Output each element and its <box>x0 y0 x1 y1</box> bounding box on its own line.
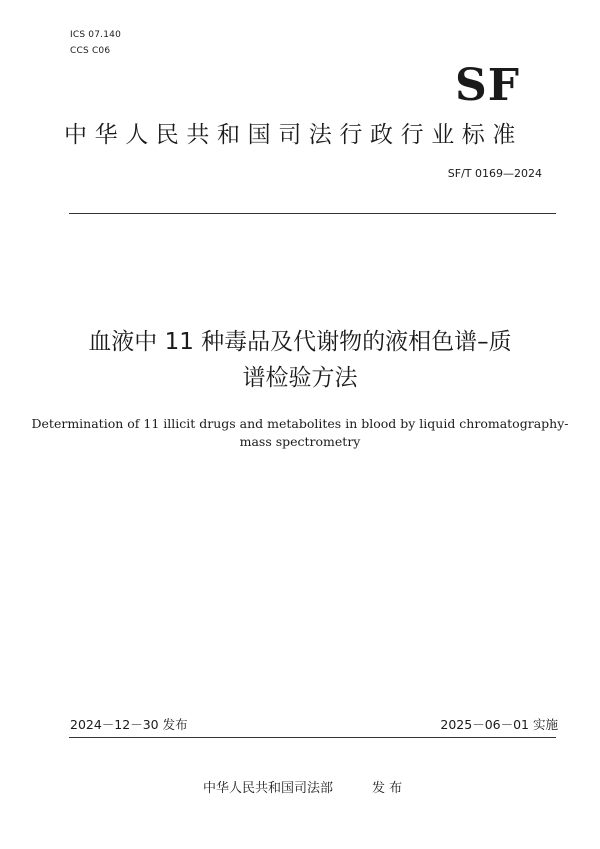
sf-logo: SF <box>454 60 520 111</box>
standard-number: SF/T 0169—2024 <box>447 167 542 180</box>
bottom-divider <box>69 737 556 738</box>
issue-label: 发 布 <box>372 781 403 796</box>
effective-date: 2025－06－01 实施 <box>440 717 558 732</box>
title-cn-line1: 血液中 11 种毒品及代谢物的液相色谱–质 <box>88 329 512 355</box>
issuing-authority: 中华人民共和国司法部 <box>203 781 334 796</box>
title-cn-line2: 谱检验方法 <box>242 365 358 391</box>
ccs-code: CCS C06 <box>70 46 111 56</box>
issue-date: 2024－12－30 发布 <box>70 717 188 732</box>
title-en-line2: mass spectrometry <box>239 434 361 449</box>
standard-category: 中华人民共和国司法行政行业标准 <box>64 122 523 148</box>
top-divider <box>69 213 556 214</box>
title-en-line1: Determination of 11 illicit drugs and metabolites in blood by liquid chromatography- <box>31 416 569 431</box>
ics-code: ICS 07.140 <box>70 30 122 40</box>
